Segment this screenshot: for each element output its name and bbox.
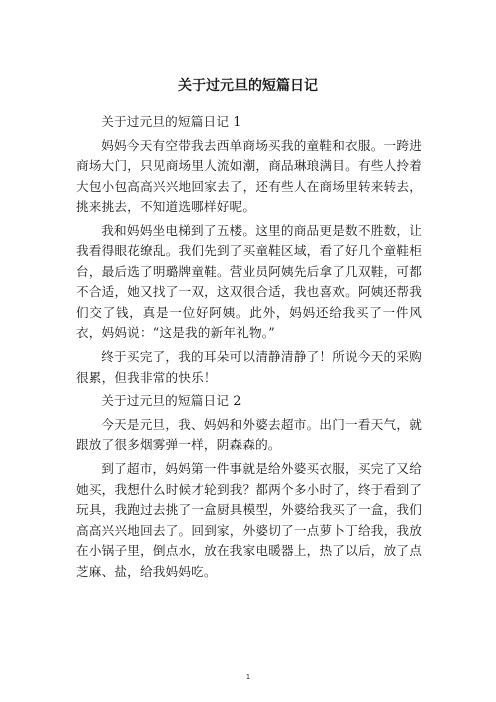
page-number: 1: [245, 673, 251, 681]
entry-heading: 关于过元旦的短篇日记 1: [101, 114, 242, 129]
entry-paragraph: 今天是元旦，我、妈妈和外婆去超市。出门一看天气，就跟放了很多烟雾弹一样，阴森森的。: [76, 416, 422, 453]
entry-paragraph: 到了超市，妈妈第一件事就是给外婆买衣服，买完了又给她买，我想什么时候才轮到我？都两个多小时了，终于看到了玩具，我跑过去挑了一盒厨具模型，外婆给我买了一盒，我们高高兴兴地回去了。回到家，外婆切了一点萝卜丁给我，我放在小锅子里，倒点水，放在我家电暖器上，热了以后，放了点芝麻、盐，给我妈妈吃。: [76, 461, 422, 579]
entry-paragraph: 妈妈今天有空带我去西单商场买我的童鞋和衣服。一跨进商场大门，只见商场里人流如潮，商品琳琅满目。有些人拎着大包小包高高兴兴地回家去了，还有些人在商场里转来转去，挑来挑去，不知道选哪样好呢。: [76, 137, 422, 215]
entry-heading: 关于过元旦的短篇日记 2: [101, 393, 242, 409]
entry-paragraph: 终于买完了，我的耳朵可以清静清静了！所说今天的采购很累，但我非常的快乐！: [76, 349, 422, 385]
entry-paragraph: 我和妈妈坐电梯到了五楼。这里的商品更是数不胜数，让我看得眼花缭乱。我们先到了买童鞋区域，看了好几个童鞋柜台，最后选了明璐牌童鞋。营业员阿姨先后拿了几双鞋，可都不合适，她又找了一双，这双很合适，我也喜欢。阿姨还帮我们交了钱，真是一位好阿姨。此外，妈妈还给我买了一件风衣，妈妈说：“这是我的新年礼物。”: [76, 222, 422, 341]
document-title: 关于过元旦的短篇日记: [178, 78, 318, 94]
document-body: [76, 112, 422, 585]
